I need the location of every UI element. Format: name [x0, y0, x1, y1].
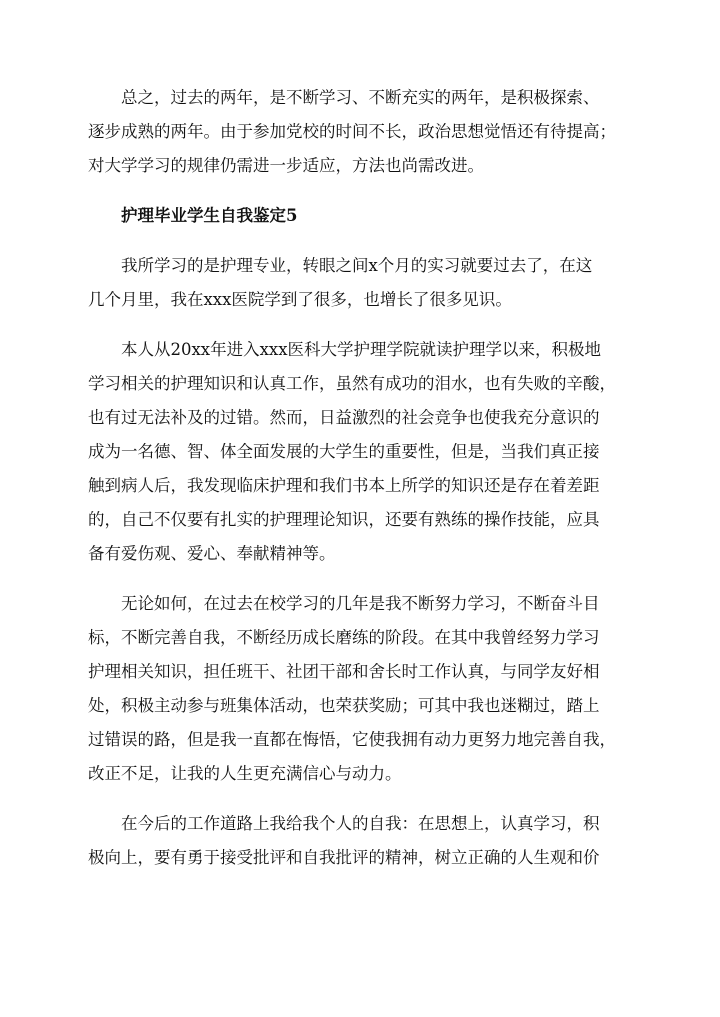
text-line: 学习相关的护理知识和认真工作，虽然有成功的泪水，也有失败的辛酸，	[88, 374, 616, 393]
text-line: 备有爱伤观、爱心、奉献精神等。	[88, 544, 336, 563]
text-line: 成为一名德、智、体全面发展的大学生的重要性，但是，当我们真正接	[88, 442, 600, 461]
text-line: 处，积极主动参与班集体活动，也荣获奖励；可其中我也迷糊过，踏上	[88, 696, 600, 715]
text-line: 在今后的工作道路上我给我个人的自我：在思想上，认真学习，积	[121, 814, 600, 833]
text-line: 标，不断完善自我，不断经历成长磨练的阶段。在其中我曾经努力学习	[88, 628, 600, 647]
text-line: 护理相关知识，担任班干、社团干部和舍长时工作认真，与同学友好相	[88, 662, 600, 681]
text-line: 对大学学习的规律仍需进一步适应，方法也尚需改进。	[88, 156, 484, 175]
text-line: 逐步成熟的两年。由于参加党校的时间不长，政治思想觉悟还有待提高；	[88, 122, 616, 141]
text-line: 触到病人后，我发现临床护理和我们书本上所学的知识还是存在着差距	[88, 476, 600, 495]
section-heading: 护理毕业学生自我鉴定5	[121, 206, 298, 225]
text-line: 极向上，要有勇于接受批评和自我批评的精神，树立正确的人生观和价	[88, 848, 600, 867]
text-line: 过错误的路，但是我一直都在悔悟，它使我拥有动力更努力地完善自我，	[88, 730, 616, 749]
text-line: 也有过无法补及的过错。然而，日益激烈的社会竞争也使我充分意识的	[88, 408, 600, 427]
text-line: 总之，过去的两年，是不断学习、不断充实的两年，是积极探索、	[121, 88, 600, 107]
text-line: 的，自己不仅要有扎实的护理理论知识，还要有熟练的操作技能，应具	[88, 510, 600, 529]
text-line: 改正不足，让我的人生更充满信心与动力。	[88, 764, 402, 783]
text-line: 我所学习的是护理专业，转眼之间x个月的实习就要过去了，在这	[121, 256, 593, 275]
text-line: 几个月里，我在xxx医院学到了很多，也增长了很多见识。	[88, 290, 512, 309]
text-line: 本人从20xx年进入xxx医科大学护理学院就读护理学以来，积极地	[121, 340, 602, 359]
text-line: 无论如何，在过去在校学习的几年是我不断努力学习，不断奋斗目	[121, 594, 600, 613]
